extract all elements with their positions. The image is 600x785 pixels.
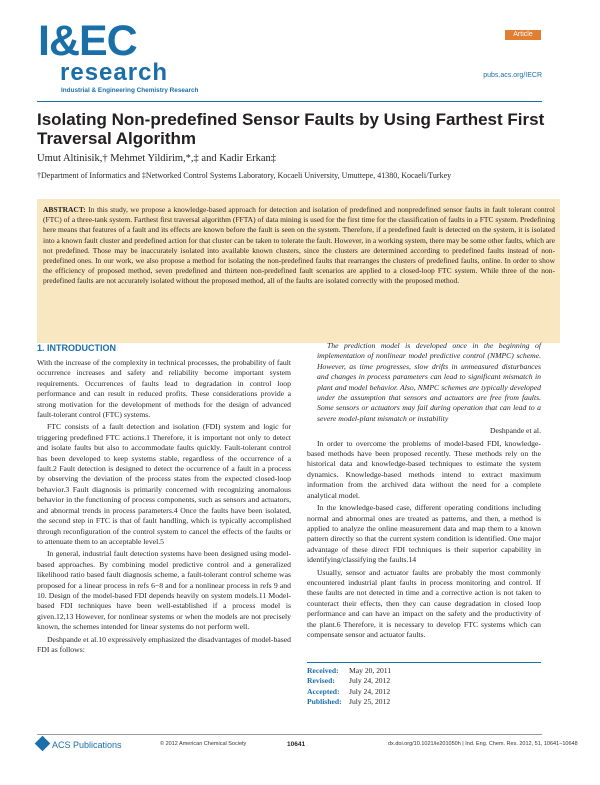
history-rule (307, 662, 541, 663)
block-quote: The prediction model is developed once in the beginning of implementation of nonlinear model predictive control (NMPC) scheme. However, as time progresses, slow drifts in unmeasured disturbances and changes in process parameters can lead to significant mismatch in plant and model behavior. Also, NMPC schemes are typically developed under the assumption that sensors and actuators are free from faults. Some sensors or actuators may fail during operation that can lead to a severe model-plant mismatch or instability (317, 341, 541, 423)
copyright: © 2012 American Chemical Society (160, 741, 247, 747)
abstract-label: ABSTRACT: (43, 205, 86, 214)
author-list: Umut Altinisik,† Mehmet Yildirim,*,‡ and Kadir Erkan‡ (37, 153, 277, 164)
footer-rule (37, 734, 542, 735)
article-type-badge: Article (505, 30, 541, 40)
publisher-logo[interactable] (37, 738, 122, 750)
article-title: Isolating Non-predefined Sensor Faults by Using Farthest First Traversal Algorithm (37, 110, 545, 148)
paragraph: In order to overcome the problems of model-based FDI, knowledge-based methods have been proposed recently. These methods rely on the historical data and knowledge-based techniques to estimate the system dynamics. Knowledge-based methods intend to extract maximum information from the archived data without the need for a complete analytical model. (307, 438, 541, 500)
journal-logo-research: research (60, 59, 169, 86)
published-label: Published: (307, 697, 342, 707)
body-column-left (37, 358, 291, 657)
paragraph: With the increase of the complexity in technical processes, the probability of fault occurrence increases and safety and reliability become important system requirements. Occurrences of faults lead to degradation in control loop performance and can result in reduced profits. These considerations provide a strong motivation for the development of methods for the design of advanced fault-tolerant control (FTC) systems. (37, 358, 291, 420)
abstract-box (37, 199, 560, 343)
accepted-date: July 24, 2012 (349, 686, 391, 696)
accepted-label: Accepted: (307, 686, 340, 696)
received-date: May 20, 2011 (349, 666, 392, 675)
paragraph: Usually, sensor and actuator faults are probably the most commonly encountered industrial plant faults in process monitoring and control. If these faults are not detected in time and a corrective action is not taken to counteract their effects, then they can cause degradation in closed loop performance and can have an impact on the safety and the productivity of the plant.6 Therefore, it is necessary to develop FTC systems which can compensate sensor and actuator faults. (307, 567, 541, 639)
paragraph: FTC consists of a fault detection and isolation (FDI) system and logic for triggering predefined FTC actions.1 Therefore, it is important not only to detect and isolate faults but also to accommodate faults quickly. Fault-tolerant control has been developed to keep systems stable, regardless of the occurrence of a fault.2 Fault detection is designed to detect the occurrence of a fault in a process by observing the deviation of the process states from the expected closed-loop behavior.3 Fault diagnosis is primarily concerned with recognizing anomalous behavior in the functioning of process components, such as sensors and actuators, and abnormal trends in process parameters.4 Once the faults have been isolated, the second step in FTC is that of fault handling, which is typically accomplished through reconfiguration of the control system to cancel the effects of the faults or to attenuate them to an acceptable level.5 (37, 422, 291, 546)
doi-citation[interactable]: dx.doi.org/10.1021/ie201050h | Ind. Eng. Chem. Res. 2012, 51, 10641−10648 (388, 741, 578, 747)
received-label: Received: (307, 666, 339, 675)
journal-subtitle: Industrial & Engineering Chemistry Research (61, 87, 199, 94)
page-number: 10641 (287, 741, 306, 748)
paragraph: In the knowledge-based case, different operating conditions including normal and abnormal ones are treated as patterns, and then, a method is applied to analyze the online measurement data and map them to a known pattern directly so that the current system condition is identified. One major advantage of these direct FDI techniques is their superior capability in identifying/classifying the faults.14 (307, 503, 541, 565)
revised-label: Revised: (307, 676, 335, 686)
revised-date: July 24, 2012 (349, 676, 391, 686)
abstract-text: In this study, we propose a knowledge-based approach for detection and isolation of predefined and nonpredefined sensor faults in fault tolerant control (FTC) of a three-tank system. Farthest first traversal algorithm (FFTA) of data mining is used for the first time for the classification of faults in a FTC system. Predefining here means that features of a fault and its effects are known before the fault is seen on the system. Therefore, if a predefined fault is detected on the system, it is isolated into a known fault cluster and predefined action for that cluster can be taken to tolerate the fault. However, in a working system, there may be some other faults, which are not predefined. Those may be inaccurately isolated into available known clusters, since the clusters are determined according to predefined faults instead of non-predefined ones. In our work, we also propose a method for isolating the non-predefined faults that rearranges the clusters of predefined faults, online. In order to show the efficiency of proposed method, seven predefined and thirteen non-predefined fault scenarios are applied to a closed-loop FTC system. While three of the non-predefined faults are not accurately isolated without the proposed method, all of the faults are isolated correctly with the proposed method. (43, 205, 556, 286)
publication-history (307, 666, 541, 708)
paragraph: In general, industrial fault detection systems have been designed using model-based approaches. By combining model predictive control and a generalized likelihood ratio based fault diagnosis scheme, a fault-tolerant control scheme was proposed for a linear process in refs 6−8 and for a nonlinear process in refs 9 and 10. Design of the model-based FDI depends heavily on system models.11 Model-based FDI techniques have been well-established if a process model is given.12,13 However, for nonlinear systems or when the models are not precisely known, the schemes intended for linear systems do not perform well. (37, 549, 291, 632)
header-rule (37, 101, 542, 102)
affiliation: †Department of Informatics and ‡Networked Control Systems Laboratory, Kocaeli University, Umuttepe, 41380, Kocaeli/Turkey (37, 171, 452, 180)
journal-logo: I&EC (38, 17, 137, 65)
acs-diamond-icon (35, 736, 51, 752)
publisher-name: ACS Publications (52, 740, 122, 750)
published-date: July 25, 2012 (349, 697, 391, 707)
section-heading-introduction: 1. INTRODUCTION (37, 343, 117, 353)
quote-source: Deshpande et al. (489, 426, 541, 436)
paragraph: Deshpande et al.10 expressively emphasized the disadvantages of model-based FDI as follows: (37, 634, 291, 654)
body-column-right (307, 341, 541, 642)
journal-url-link[interactable]: pubs.acs.org/IECR (483, 72, 542, 79)
